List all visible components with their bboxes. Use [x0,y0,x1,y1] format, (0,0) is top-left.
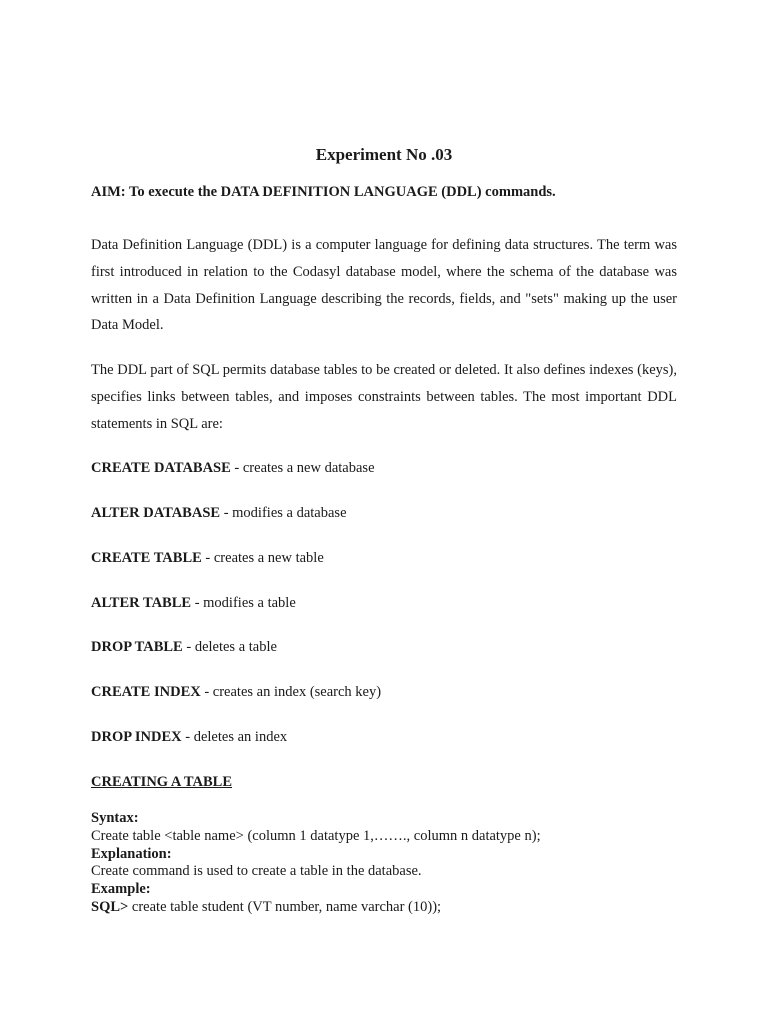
command-item [91,684,381,701]
command-desc: - modifies a database [220,505,347,521]
command-name: ALTER DATABASE [91,505,221,521]
explanation-label: Explanation: [91,845,172,862]
paragraph-ddl-sql: The DDL part of SQL permits database tables to be created or deleted. It also defines indexes (keys), specifies links between tables, and imposes constraints between tables. The most important DDL statements in SQL are: [91,362,677,432]
command-desc: - deletes an index [181,729,288,745]
example-text: create table student (VT number, name varchar (10)); [128,898,442,915]
create-table-block [91,810,541,917]
command-item [91,639,277,656]
command-name: CREATE DATABASE [91,460,231,476]
command-desc: - creates a new database [230,460,375,476]
example-label: Example: [91,881,151,898]
command-item [91,550,324,567]
syntax-text: Create table <table name> (column 1 datatype 1,……., column n datatype n); [91,827,541,844]
command-desc: - deletes a table [182,639,277,655]
command-item [91,505,347,522]
command-desc: - creates an index (search key) [200,684,382,700]
command-item [91,595,296,612]
syntax-label: Syntax: [91,810,139,826]
aim-statement: AIM: To execute the DATA DEFINITION LANGUAGE (DDL) commands. [91,184,556,200]
command-name: DROP TABLE [91,639,183,655]
command-item [91,460,375,477]
sql-prompt: SQL> [91,898,129,915]
command-desc: - creates a new table [201,550,324,566]
command-name: CREATE TABLE [91,550,202,566]
paragraph-ddl-definition: Data Definition Language (DDL) is a computer language for defining data structures. The term was first introduced in relation to the Codasyl database model, where the schema of the database was written in a Data Definition Language describing the records, fields, and "sets" making up the user Data Model. [91,237,677,334]
explanation-text: Create command is used to create a table in the database. [91,863,422,880]
command-name: CREATE INDEX [91,684,201,700]
section-heading: CREATING A TABLE [91,774,233,790]
command-name: ALTER TABLE [91,595,192,611]
page-title: Experiment No .03 [315,145,453,164]
command-desc: - modifies a table [191,595,296,611]
example-line [91,899,541,917]
command-item [91,729,287,746]
command-name: DROP INDEX [91,729,182,745]
